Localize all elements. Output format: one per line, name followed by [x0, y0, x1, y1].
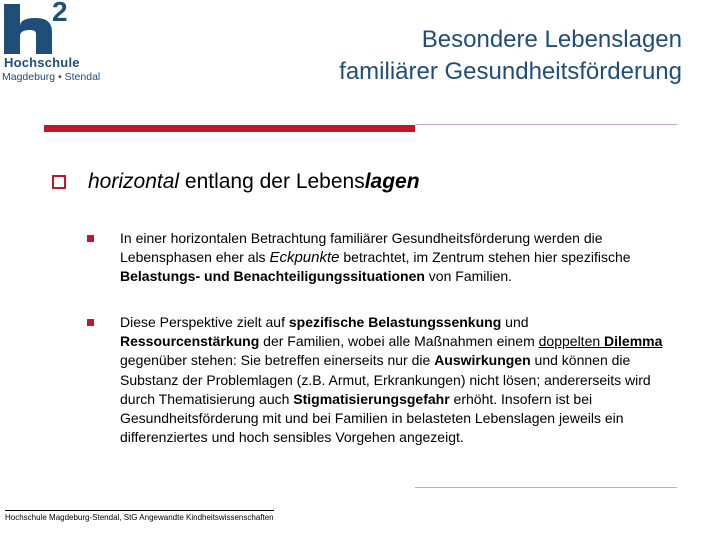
logo-superscript: 2 — [52, 0, 68, 27]
logo-name: Hochschule — [4, 55, 80, 70]
main-bullet-italic: horizontal — [88, 170, 180, 193]
title-line-2: familiärer Gesundheitsförderung — [339, 58, 682, 85]
bottom-divider-line — [415, 487, 677, 488]
sub-bullet-2-text — [120, 313, 667, 447]
title-line-1: Besondere Lebenslagen — [421, 26, 682, 53]
main-bullet-text — [88, 170, 420, 194]
sub-bullet-2-part: gegenüber stehen: Sie betreffen einerseits nur die — [120, 352, 435, 369]
sub-bullet-2-part: und — [501, 314, 529, 330]
sub-bullet-2 — [87, 313, 667, 447]
square-bullet-icon — [87, 235, 94, 242]
sub-bullet-2-part: der Familien, wobei alle Maßnahmen einem — [259, 333, 539, 350]
slide-title — [339, 24, 682, 88]
square-bullet-icon — [87, 319, 94, 326]
hochschule-logo — [0, 0, 120, 90]
sub-bullet-1-part: betrachtet, im Zentrum stehen hier spezifische — [339, 249, 631, 266]
footer-text: Hochschule Magdeburg-Stendal, StG Angewandte Kindheitswissenschaften — [5, 510, 274, 522]
thin-divider-line — [415, 124, 677, 125]
main-bullet-middle: entlang der Lebens — [179, 170, 365, 193]
sub-bullet-2-part: und können die Substanz der Problemlagen (z.B. Armut, Erkrankungen) nicht lösen; andererseits wird durch Thematisierung auch — [120, 352, 651, 407]
sub-bullet-2-part: erhöht. Insofern ist bei Gesundheitsförderung mit und bei Familien in belasteten Lebenslagen jeweils ein differenziertes und hoch sensibles Vorgehen angezeigt. — [120, 390, 624, 446]
sub-bullet-2-strong: Ressourcenstärkung — [120, 333, 260, 350]
sub-bullet-2-part: Diese Perspektive zielt auf — [120, 314, 289, 330]
sub-bullet-1 — [87, 229, 667, 287]
logo-subtitle: Magdeburg • Stendal — [2, 71, 101, 83]
red-divider-bar — [44, 125, 415, 132]
sub-bullet-2-strong: Auswirkungen — [434, 352, 531, 369]
hollow-square-bullet-icon — [52, 175, 66, 189]
sub-bullet-2-underline-strong: Dilemma — [604, 333, 663, 350]
sub-bullet-1-part: von Familien. — [424, 268, 513, 285]
sub-bullet-2-strong: spezifische Belastungssenkung — [288, 314, 502, 330]
sub-bullet-1-part: In einer horizontalen Betrachtung familiärer Gesundheitsförderung werden die Lebensphasen eher als — [120, 230, 603, 266]
main-bullet — [52, 170, 420, 194]
sub-bullet-1-text — [120, 229, 667, 287]
sub-bullet-2-strong: Stigmatisierungsgefahr — [293, 390, 450, 407]
sub-bullet-1-italic: Eckpunkte — [269, 249, 340, 267]
sub-bullet-2-underline: doppelten — [538, 333, 605, 350]
sub-bullet-1-strong: Belastungs- und Benachteiligungssituationen — [120, 268, 425, 285]
main-bullet-bold-italic: lagen — [364, 170, 420, 193]
